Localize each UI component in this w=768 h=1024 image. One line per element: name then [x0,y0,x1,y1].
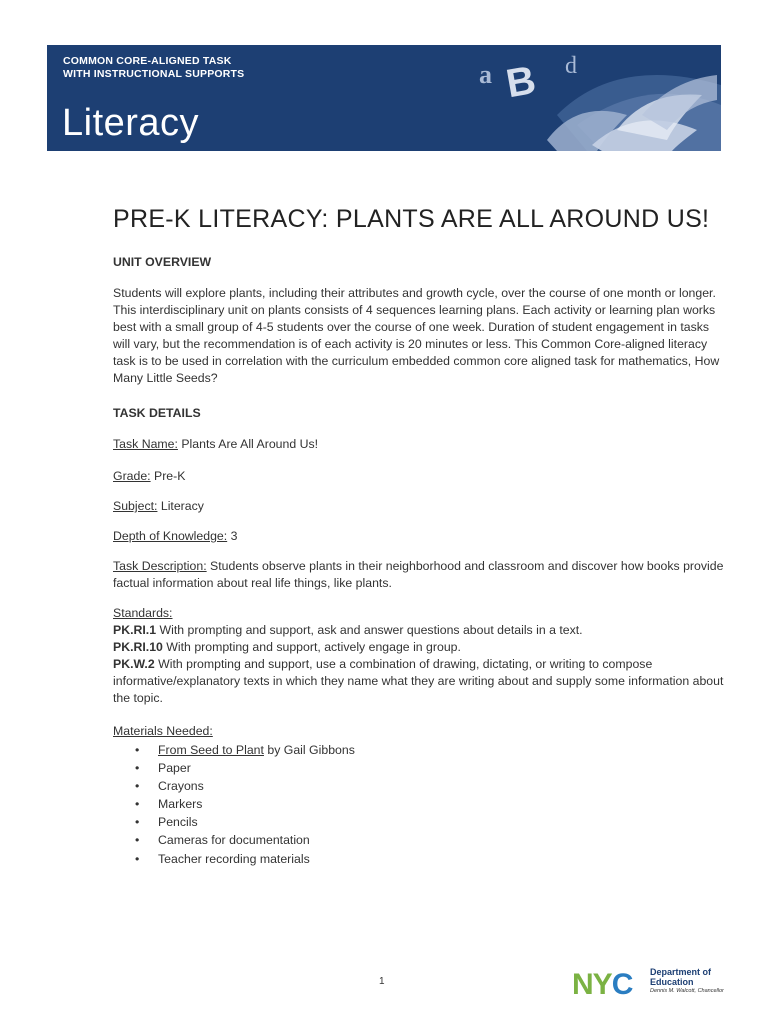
bullet-icon: • [135,761,140,776]
grade-label: Grade: [113,469,151,483]
material-text: Pencils [158,815,198,830]
subject-value: Literacy [157,499,204,513]
list-item [113,831,355,849]
banner-line-1: COMMON CORE-ALIGNED TASK [63,55,232,67]
banner-kicker [63,55,244,80]
bullet-icon: • [135,779,140,794]
materials-heading-row [113,723,728,740]
list-item [113,795,355,813]
standard-code: PK.RI.1 [113,623,157,637]
nyc-logo-icon [572,966,648,998]
dok-value: 3 [227,529,238,543]
dept-name [650,967,711,987]
standard-item [113,639,728,656]
list-item [113,777,355,795]
task-description-value: Students observe plants in their neighborhood and classroom and discover how books provide factual information about real life things, like plants. [113,559,724,590]
book-author: by Gail Gibbons [263,743,355,757]
letter-d: d [565,53,577,79]
banner-line-2: WITH INSTRUCTIONAL SUPPORTS [63,67,245,80]
task-name-value: Plants Are All Around Us! [177,437,319,451]
book-title: From Seed to Plant [158,743,264,757]
standard-item [113,622,728,639]
standards-block [113,605,728,707]
grade-value: Pre-K [150,469,186,483]
chancellor-line: Dennis M. Walcott, Chancellor [650,988,724,994]
bullet-icon: • [135,833,140,848]
material-text: Paper [158,761,191,776]
grade-row [113,468,728,485]
subject-row [113,498,728,515]
nyc-logo-text: NYC [572,968,633,998]
material-text: Cameras for documentation [158,833,310,848]
materials-list [113,741,355,868]
open-book-illustration [427,45,721,151]
unit-overview-heading: UNIT OVERVIEW [113,255,212,269]
bullet-icon: • [135,797,140,812]
standard-code: PK.RI.10 [113,640,163,654]
letter-a: a [479,60,492,89]
standard-text: With prompting and support, ask and answer questions about details in a text. [156,623,583,637]
task-description-row [113,558,728,592]
standard-text: With prompting and support, actively engage in group. [162,640,461,654]
material-text: Teacher recording materials [158,851,310,866]
letter-b: B [502,57,539,107]
header-banner [47,45,721,151]
nyc-doe-logo [572,966,732,1000]
bullet-icon: • [135,743,140,757]
material-text: Crayons [158,779,204,794]
page-title: PRE-K LITERACY: PLANTS ARE ALL AROUND US! [113,205,710,233]
list-item [113,741,355,759]
dept-line-2: Education [650,977,694,987]
materials-heading: Materials Needed: [113,724,213,738]
list-item [113,813,355,831]
standard-code: PK.W.2 [113,657,155,671]
standard-item [113,656,728,707]
task-name-row [113,436,728,453]
banner-subject: Literacy [62,102,200,144]
dok-label: Depth of Knowledge: [113,529,228,543]
dok-row [113,528,728,545]
standard-text: With prompting and support, use a combination of drawing, dictating, or writing to compose informative/explanatory texts in which they name what they are writing about and supply some information about the topic. [113,657,724,705]
standards-heading: Standards: [113,606,173,620]
dept-line-1: Department of [650,967,712,977]
unit-overview-text: Students will explore plants, including their attributes and growth cycle, over the course of one month or longer. This interdisciplinary unit on plants consists of 4 sequences learning plans. Each activity or learning plan works best with a small group of 4-5 students over the course of one week. Duration of student engagement in tasks will vary, but the recommendation is of each activity is 20 minutes or less. This Common Core-aligned literacy task is to be used in correlation with the curriculum embedded common core aligned task for mathematics, How Many Little Seeds? [113,286,720,385]
list-item [113,759,355,777]
subject-label: Subject: [113,499,158,513]
list-item [113,850,355,868]
bullet-icon: • [135,851,140,866]
page-number: 1 [379,976,385,987]
task-description-label: Task Description: [113,559,207,573]
bullet-icon: • [135,815,140,830]
material-text: Markers [158,797,203,812]
task-name-label: Task Name: [113,437,178,451]
task-details-heading: TASK DETAILS [113,406,201,420]
